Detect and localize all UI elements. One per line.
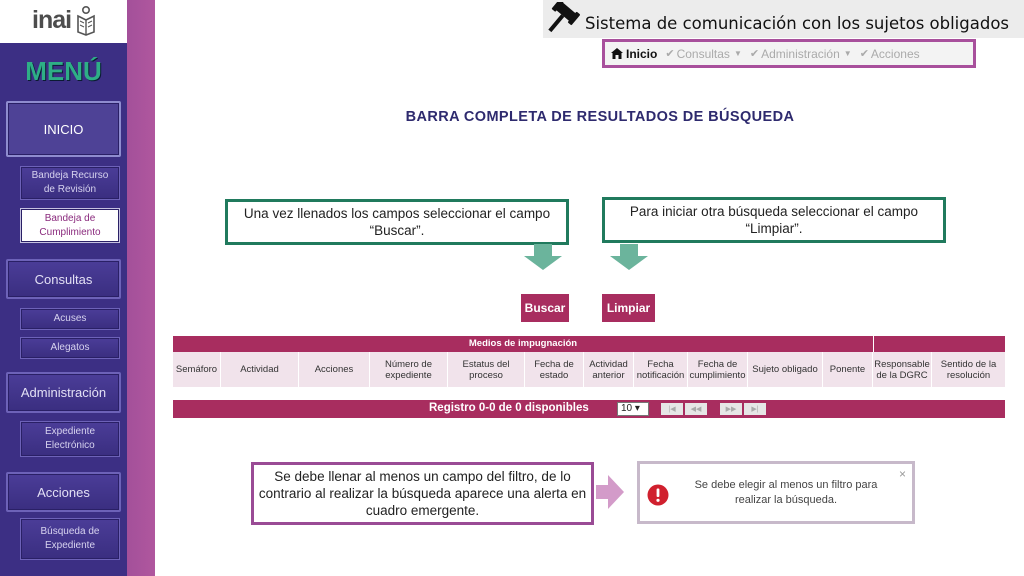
nav-administracion[interactable]	[750, 47, 852, 61]
sidebar-item-acciones[interactable]: Acciones	[6, 472, 121, 512]
caret-down-icon: ▼	[733, 49, 742, 58]
page-heading: BARRA COMPLETA DE RESULTADOS DE BÚSQUEDA	[405, 109, 795, 125]
gavel-icon	[548, 2, 584, 36]
table-column-headers	[173, 352, 1005, 387]
prev-page-button[interactable]: ◀◀	[685, 403, 707, 415]
table-group-header-row	[173, 336, 1005, 352]
next-page-button[interactable]: ▶▶	[720, 403, 742, 415]
column-header[interactable]: Fecha de cumplimiento	[688, 352, 748, 387]
sidebar-item-consultas[interactable]: Consultas	[6, 259, 121, 299]
nav-inicio-label: Inicio	[626, 46, 658, 61]
nav-consultas[interactable]	[665, 47, 742, 61]
column-header[interactable]: Ponente	[823, 352, 873, 387]
nav-inicio[interactable]	[611, 47, 657, 61]
home-icon	[611, 48, 623, 59]
table-group-header-rest	[873, 336, 1005, 352]
sidebar-item-busqueda-expediente[interactable]: Búsqueda de Expediente	[20, 518, 120, 560]
page-size-select[interactable]: 10 ▾	[617, 402, 649, 416]
nav-consultas-label: Consultas	[676, 46, 730, 61]
column-header[interactable]: Responsable de la DGRC	[873, 352, 932, 387]
column-header[interactable]: Semáforo	[173, 352, 221, 387]
pager-text: Registro 0-0 de 0 disponibles	[429, 402, 589, 414]
pager-bar	[173, 400, 1005, 418]
column-header[interactable]: Estatus del proceso	[448, 352, 525, 387]
book-person-icon	[76, 6, 96, 36]
sidebar-item-alegatos[interactable]: Alegatos	[20, 337, 120, 359]
limpiar-button[interactable]: Limpiar	[602, 294, 655, 322]
check-icon: ✔	[859, 48, 869, 60]
arrow-down-icon	[524, 244, 562, 270]
callout-buscar: Una vez llenados los campos seleccionar el campo “Buscar”.	[225, 199, 569, 245]
alert-message: Se debe elegir al menos un filtro para realizar la búsqueda.	[694, 479, 878, 506]
column-header[interactable]: Acciones	[299, 352, 370, 387]
logo	[0, 0, 127, 43]
top-navbar	[602, 39, 976, 68]
close-icon[interactable]: ×	[898, 467, 906, 481]
alert-dialog	[637, 461, 915, 524]
sidebar-item-bandeja-recurso[interactable]: Bandeja Recurso de Revisión	[20, 166, 120, 200]
system-title: Sistema de comunicación con los sujetos obligados	[585, 14, 1010, 33]
sidebar-item-administracion[interactable]: Administración	[6, 372, 121, 413]
caret-down-icon: ▼	[843, 49, 852, 58]
nav-acciones[interactable]	[860, 47, 920, 61]
callout-limpiar: Para iniciar otra búsqueda seleccionar el campo “Limpiar”.	[602, 197, 946, 243]
table-group-header: Medios de impugnación	[173, 336, 873, 352]
column-header[interactable]: Actividad anterior	[584, 352, 634, 387]
nav-administracion-label: Administración	[761, 46, 840, 61]
check-icon: ✔	[749, 48, 760, 60]
sidebar-item-expediente-electronico[interactable]: Expediente Electrónico	[20, 421, 120, 457]
last-page-button[interactable]: ▶|	[744, 403, 766, 415]
column-header[interactable]: Fecha notificación	[634, 352, 688, 387]
column-header[interactable]: Actividad	[221, 352, 299, 387]
arrow-down-icon	[610, 244, 648, 270]
alert-icon	[647, 484, 669, 506]
sidebar-item-bandeja-cumplimiento[interactable]: Bandeja de Cumplimiento	[20, 208, 120, 243]
column-header[interactable]: Sentido de la resolución	[940, 358, 997, 381]
column-header[interactable]: Número de expediente	[370, 352, 448, 387]
sidebar-item-acuses[interactable]: Acuses	[20, 308, 120, 330]
logo-text: inai	[32, 6, 72, 34]
check-icon: ✔	[665, 48, 675, 60]
results-table	[173, 336, 1005, 387]
column-header[interactable]: Fecha de estado	[525, 352, 584, 387]
column-header[interactable]: Sujeto obligado	[748, 352, 823, 387]
arrow-right-icon	[596, 475, 624, 509]
callout-filtro: Se debe llenar al menos un campo del filtro, de lo contrario al realizar la búsqueda aparece una alerta en cuadro emergente.	[251, 462, 594, 525]
sidebar-edge	[127, 0, 155, 576]
nav-acciones-label: Acciones	[870, 46, 920, 61]
first-page-button[interactable]: |◀	[661, 403, 683, 415]
menu-title: MENÚ	[25, 56, 102, 86]
sidebar-item-inicio[interactable]: INICIO	[6, 101, 121, 157]
buscar-button[interactable]: Buscar	[521, 294, 569, 322]
